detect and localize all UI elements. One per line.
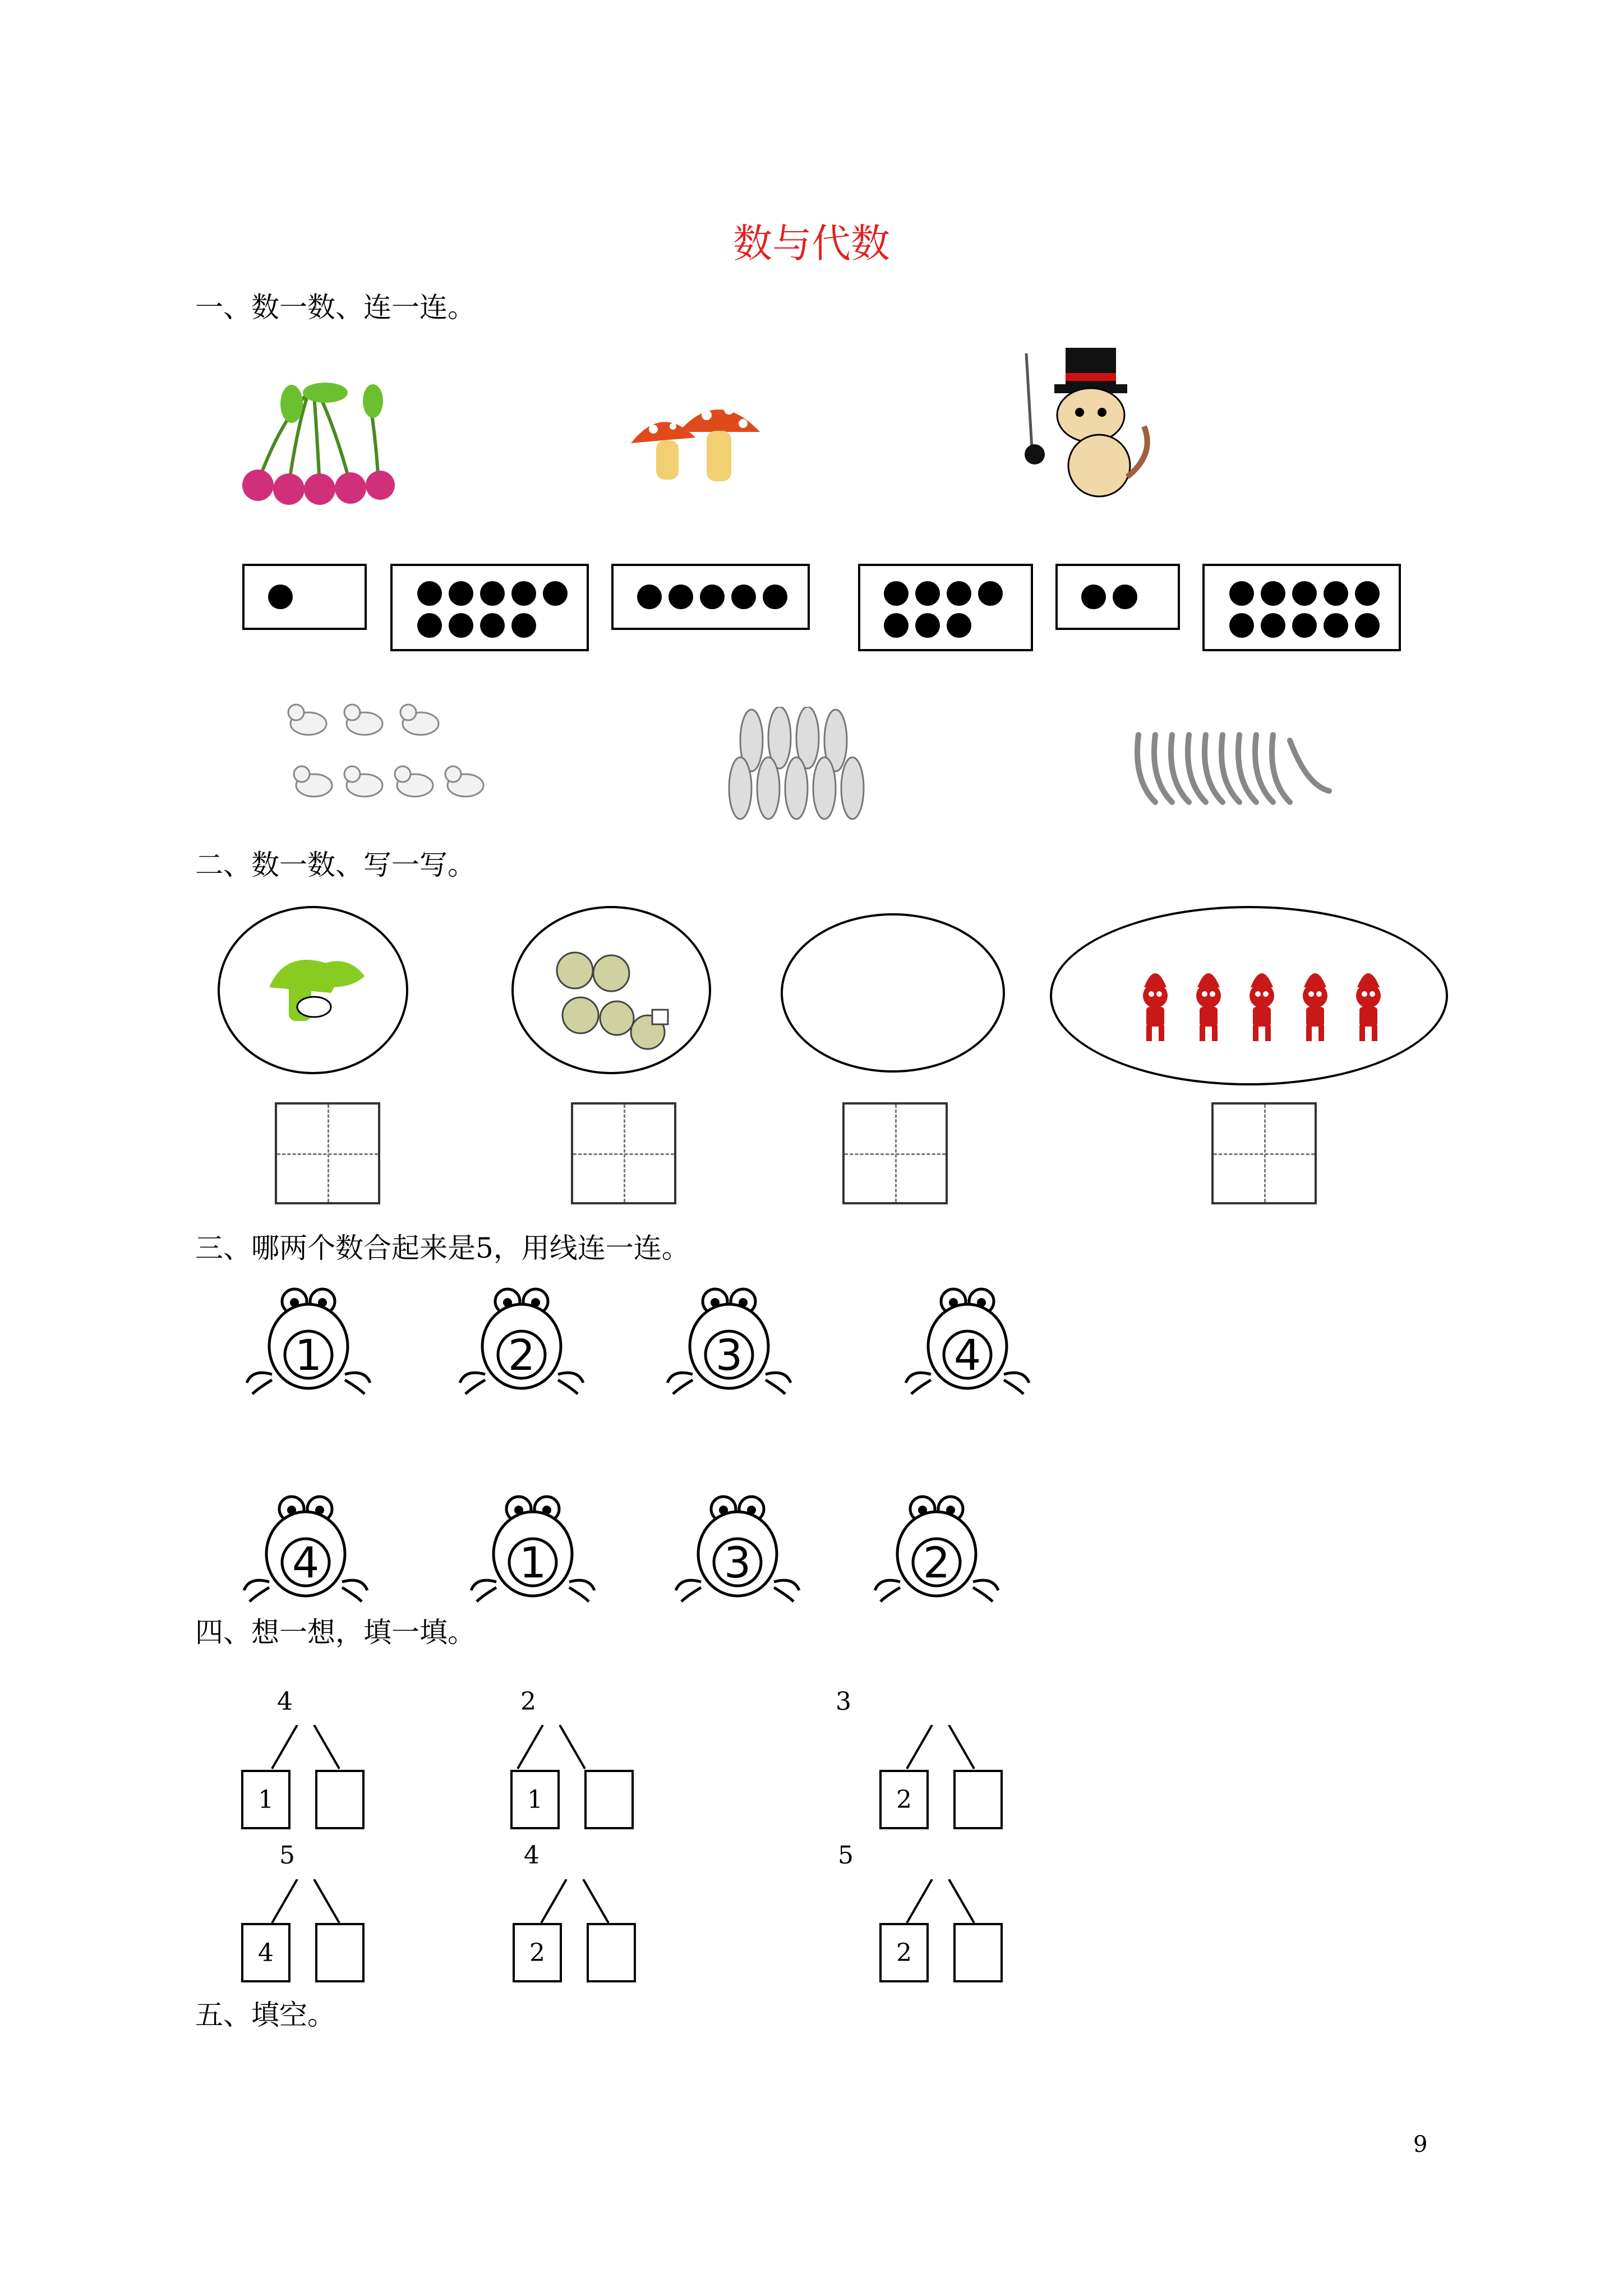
decomp-2-total: 2 [520, 1687, 536, 1716]
frog-bottom-3-number: 3 [723, 1538, 751, 1588]
dot-card-9[interactable] [390, 564, 589, 651]
decomp-1-left: 1 [241, 1770, 291, 1829]
decomp-4-right-input[interactable] [315, 1923, 365, 1982]
decomp-4-total: 5 [279, 1841, 295, 1870]
green-mushrooms-icon [264, 942, 370, 1032]
cat-magician-icon [1015, 342, 1155, 499]
frog-bottom-3[interactable] [670, 1492, 805, 1604]
decomp-1-right-input[interactable] [315, 1770, 365, 1829]
decomp-4-left: 4 [241, 1923, 291, 1982]
frog-bottom-1-number: 4 [292, 1538, 320, 1588]
decomp-5-right-input[interactable] [587, 1923, 636, 1982]
decomp-5-total: 4 [524, 1841, 540, 1870]
writing-grid-3[interactable] [842, 1102, 948, 1204]
decomp-2-left: 1 [510, 1770, 560, 1829]
frog-top-4-number: 4 [953, 1330, 981, 1380]
section-5-heading: 五、填空。 [195, 1999, 335, 2031]
dot-card-7[interactable] [858, 564, 1033, 651]
page-title: 数与代数 [733, 220, 890, 266]
frog-top-1[interactable] [241, 1285, 376, 1397]
frog-top-3-number: 3 [715, 1330, 743, 1380]
dot-card-2[interactable] [1055, 564, 1180, 630]
decomp-6-left: 2 [879, 1923, 929, 1982]
decomp-2-right-input[interactable] [584, 1770, 634, 1829]
red-mascots-icon [1133, 965, 1391, 1043]
frog-bottom-4[interactable] [869, 1492, 1004, 1604]
frog-top-2-number: 2 [508, 1330, 536, 1380]
ellipse-empty [781, 913, 1005, 1073]
section-1-heading: 一、数一数、连一连。 [195, 291, 476, 324]
decomp-3-left: 2 [879, 1770, 929, 1829]
writing-grid-4[interactable] [1211, 1102, 1317, 1204]
decomp-1-branches [269, 1725, 342, 1770]
decomp-3-branches [904, 1725, 977, 1770]
section-4-heading: 四、想一想，填一填。 [195, 1616, 476, 1649]
decomp-3-total: 3 [836, 1687, 851, 1716]
dot-card-1[interactable] [242, 564, 367, 630]
decomp-2-branches [515, 1725, 588, 1770]
page-number: 9 [1413, 2132, 1428, 2157]
decomp-5-left: 2 [513, 1923, 562, 1982]
section-3-heading: 三、哪两个数合起来是5，用线连一连。 [195, 1232, 690, 1264]
frog-top-1-number: 1 [294, 1330, 322, 1380]
dot-card-5[interactable] [611, 564, 810, 630]
decomp-4-branches [269, 1879, 342, 1924]
frog-top-4[interactable] [900, 1285, 1035, 1397]
frog-bottom-2[interactable] [465, 1492, 600, 1604]
decomp-6-right-input[interactable] [953, 1923, 1003, 1982]
cherries-icon [236, 370, 404, 505]
chicks-icon [286, 690, 499, 813]
decomp-6-total: 5 [838, 1841, 854, 1870]
decomp-1-total: 4 [277, 1687, 293, 1716]
decomp-3-right-input[interactable] [953, 1770, 1003, 1829]
mushroom-buttons-icon [552, 948, 676, 1055]
bananas-icon [1127, 724, 1340, 813]
decomp-6-branches [904, 1879, 977, 1924]
frog-top-2[interactable] [454, 1285, 589, 1397]
frog-bottom-1[interactable] [238, 1492, 373, 1604]
frog-bottom-4-number: 2 [923, 1538, 951, 1588]
dot-card-10[interactable] [1202, 564, 1401, 651]
mushrooms-icon [628, 393, 763, 494]
writing-grid-1[interactable] [275, 1102, 380, 1204]
frog-top-3[interactable] [662, 1285, 796, 1397]
decomp-5-branches [538, 1879, 611, 1924]
corn-icon [718, 707, 875, 825]
writing-grid-2[interactable] [571, 1102, 676, 1204]
section-2-heading: 二、数一数、写一写。 [195, 849, 476, 881]
frog-bottom-2-number: 1 [519, 1538, 547, 1588]
